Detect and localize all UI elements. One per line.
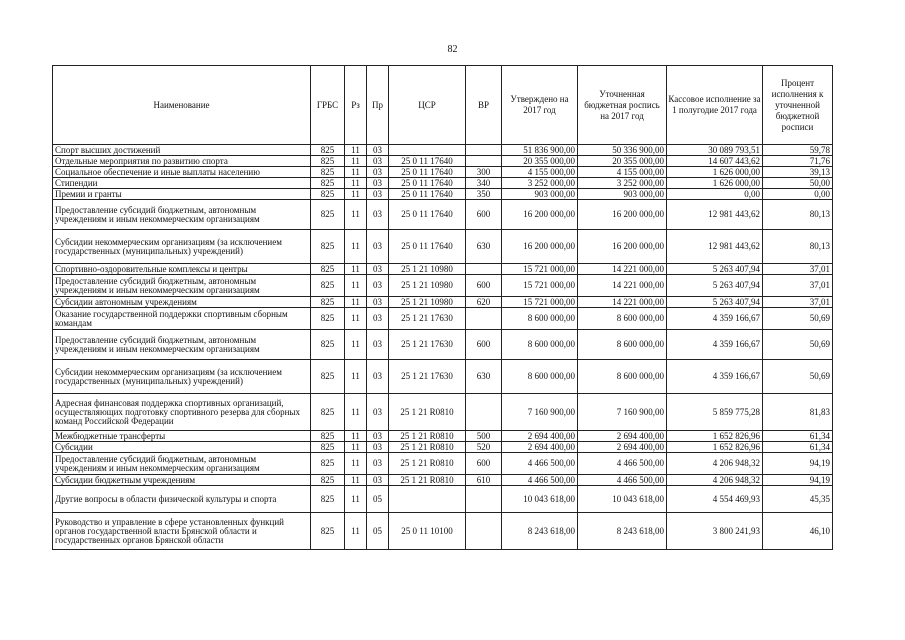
cell-pr: 03	[367, 178, 389, 189]
cell-csr	[389, 486, 466, 513]
cell-pr: 03	[367, 264, 389, 275]
cell-grbs: 825	[311, 275, 345, 297]
cell-rz: 11	[345, 200, 367, 230]
cell-refined: 10 043 618,00	[578, 486, 667, 513]
cell-vr: 600	[466, 330, 502, 360]
cell-cash: 12 981 443,62	[667, 230, 763, 264]
table-row	[53, 431, 833, 442]
cell-csr: 25 1 21 10980	[389, 275, 466, 297]
cell-vr: 630	[466, 360, 502, 394]
cell-refined: 903 000,00	[578, 189, 667, 200]
cell-refined: 8 243 618,00	[578, 513, 667, 550]
cell-csr: 25 1 21 17630	[389, 308, 466, 330]
cell-percent: 46,10	[763, 513, 833, 550]
cell-approved: 2 694 400,00	[502, 431, 578, 442]
cell-pr: 03	[367, 189, 389, 200]
cell-grbs: 825	[311, 230, 345, 264]
cell-name: Адресная финансовая поддержка спортивных организаций, осуществляющих подготовку спортивного резерва для сборных команд Российской Федерации	[53, 394, 311, 431]
header-row	[53, 66, 833, 145]
cell-name: Отдельные мероприятия по развитию спорта	[53, 156, 311, 167]
cell-refined: 7 160 900,00	[578, 394, 667, 431]
cell-cash: 5 859 775,28	[667, 394, 763, 431]
cell-rz: 11	[345, 308, 367, 330]
cell-rz: 11	[345, 178, 367, 189]
cell-approved: 16 200 000,00	[502, 230, 578, 264]
cell-pr: 03	[367, 330, 389, 360]
cell-approved: 20 355 000,00	[502, 156, 578, 167]
cell-grbs: 825	[311, 264, 345, 275]
cell-cash: 4 206 948,32	[667, 475, 763, 486]
table-row	[53, 442, 833, 453]
cell-name: Руководство и управление в сфере установленных функций органов государственной власти Брянской области и государственных органов Брянской области	[53, 513, 311, 550]
header-rz: Рз	[345, 66, 367, 145]
cell-csr: 25 0 11 17640	[389, 156, 466, 167]
cell-name: Предоставление субсидий бюджетным, автономным учреждениям и иным некоммерческим организациям	[53, 330, 311, 360]
header-cash: Кассовое исполнение за 1 полугодие 2017 года	[667, 66, 763, 145]
cell-csr: 25 1 21 10980	[389, 264, 466, 275]
cell-grbs: 825	[311, 297, 345, 308]
table-row	[53, 330, 833, 360]
cell-rz: 11	[345, 486, 367, 513]
budget-table	[52, 65, 833, 550]
cell-name: Межбюджетные трансферты	[53, 431, 311, 442]
cell-rz: 11	[345, 275, 367, 297]
cell-rz: 11	[345, 189, 367, 200]
cell-approved: 7 160 900,00	[502, 394, 578, 431]
cell-cash: 4 554 469,93	[667, 486, 763, 513]
cell-percent: 80,13	[763, 230, 833, 264]
cell-vr: 600	[466, 200, 502, 230]
cell-rz: 11	[345, 394, 367, 431]
cell-grbs: 825	[311, 513, 345, 550]
cell-pr: 05	[367, 486, 389, 513]
cell-approved: 8 600 000,00	[502, 330, 578, 360]
cell-name: Другие вопросы в области физической культуры и спорта	[53, 486, 311, 513]
cell-percent: 80,13	[763, 200, 833, 230]
cell-csr: 25 0 11 10100	[389, 513, 466, 550]
table-row	[53, 200, 833, 230]
cell-percent: 50,00	[763, 178, 833, 189]
table-row	[53, 297, 833, 308]
table-row	[53, 156, 833, 167]
cell-vr	[466, 394, 502, 431]
cell-cash: 5 263 407,94	[667, 264, 763, 275]
header-percent: Процент исполнения к уточненной бюджетной росписи	[763, 66, 833, 145]
cell-cash: 1 652 826,96	[667, 442, 763, 453]
cell-cash: 0,00	[667, 189, 763, 200]
cell-name: Субсидии некоммерческим организациям (за исключением государственных (муниципальных) учреждений)	[53, 360, 311, 394]
table-row	[53, 513, 833, 550]
cell-cash: 30 089 793,51	[667, 145, 763, 156]
cell-percent: 37,01	[763, 275, 833, 297]
cell-vr	[466, 513, 502, 550]
cell-pr: 03	[367, 475, 389, 486]
table-row	[53, 308, 833, 330]
cell-cash: 4 206 948,32	[667, 453, 763, 475]
cell-vr: 340	[466, 178, 502, 189]
cell-vr: 350	[466, 189, 502, 200]
cell-pr: 03	[367, 442, 389, 453]
table-row	[53, 486, 833, 513]
cell-approved: 15 721 000,00	[502, 275, 578, 297]
table-row	[53, 230, 833, 264]
cell-approved: 3 252 000,00	[502, 178, 578, 189]
cell-approved: 903 000,00	[502, 189, 578, 200]
cell-approved: 4 466 500,00	[502, 453, 578, 475]
cell-refined: 20 355 000,00	[578, 156, 667, 167]
header-pr: Пр	[367, 66, 389, 145]
cell-approved: 51 836 900,00	[502, 145, 578, 156]
header-grbs: ГРБС	[311, 66, 345, 145]
cell-rz: 11	[345, 230, 367, 264]
cell-approved: 15 721 000,00	[502, 264, 578, 275]
cell-name: Стипендии	[53, 178, 311, 189]
cell-grbs: 825	[311, 189, 345, 200]
cell-rz: 11	[345, 156, 367, 167]
cell-csr: 25 0 11 17640	[389, 167, 466, 178]
cell-vr	[466, 264, 502, 275]
cell-approved: 4 466 500,00	[502, 475, 578, 486]
table-row	[53, 475, 833, 486]
cell-refined: 14 221 000,00	[578, 275, 667, 297]
cell-name: Предоставление субсидий бюджетным, автономным учреждениям и иным некоммерческим организациям	[53, 275, 311, 297]
cell-grbs: 825	[311, 167, 345, 178]
cell-rz: 11	[345, 513, 367, 550]
cell-name: Субсидии	[53, 442, 311, 453]
cell-cash: 3 800 241,93	[667, 513, 763, 550]
cell-pr: 03	[367, 230, 389, 264]
cell-csr: 25 0 11 17640	[389, 200, 466, 230]
table-row	[53, 189, 833, 200]
cell-cash: 14 607 443,62	[667, 156, 763, 167]
cell-percent: 81,83	[763, 394, 833, 431]
cell-grbs: 825	[311, 475, 345, 486]
cell-vr: 630	[466, 230, 502, 264]
cell-grbs: 825	[311, 442, 345, 453]
cell-rz: 11	[345, 475, 367, 486]
cell-csr: 25 0 11 17640	[389, 189, 466, 200]
cell-csr: 25 1 21 R0810	[389, 442, 466, 453]
cell-pr: 03	[367, 167, 389, 178]
cell-percent: 50,69	[763, 360, 833, 394]
cell-vr: 620	[466, 297, 502, 308]
cell-pr: 03	[367, 360, 389, 394]
cell-percent: 71,76	[763, 156, 833, 167]
table-row	[53, 360, 833, 394]
cell-name: Оказание государственной поддержки спортивным сборным командам	[53, 308, 311, 330]
cell-grbs: 825	[311, 330, 345, 360]
cell-grbs: 825	[311, 156, 345, 167]
cell-vr: 600	[466, 453, 502, 475]
cell-approved: 8 600 000,00	[502, 308, 578, 330]
cell-csr: 25 1 21 R0810	[389, 453, 466, 475]
cell-cash: 1 626 000,00	[667, 167, 763, 178]
cell-grbs: 825	[311, 360, 345, 394]
cell-name: Субсидии автономным учреждениям	[53, 297, 311, 308]
cell-rz: 11	[345, 453, 367, 475]
cell-grbs: 825	[311, 145, 345, 156]
table-row	[53, 145, 833, 156]
cell-rz: 11	[345, 297, 367, 308]
cell-refined: 2 694 400,00	[578, 431, 667, 442]
cell-refined: 50 336 900,00	[578, 145, 667, 156]
cell-csr: 25 0 11 17640	[389, 178, 466, 189]
cell-csr: 25 1 21 10980	[389, 297, 466, 308]
cell-cash: 1 652 826,96	[667, 431, 763, 442]
header-name: Наименование	[53, 66, 311, 145]
cell-vr: 600	[466, 275, 502, 297]
cell-pr: 05	[367, 513, 389, 550]
cell-approved: 8 600 000,00	[502, 360, 578, 394]
cell-grbs: 825	[311, 486, 345, 513]
cell-rz: 11	[345, 360, 367, 394]
cell-grbs: 825	[311, 394, 345, 431]
cell-refined: 4 466 500,00	[578, 475, 667, 486]
cell-approved: 16 200 000,00	[502, 200, 578, 230]
cell-csr: 25 1 21 R0810	[389, 394, 466, 431]
cell-grbs: 825	[311, 431, 345, 442]
cell-vr	[466, 308, 502, 330]
cell-refined: 3 252 000,00	[578, 178, 667, 189]
cell-vr	[466, 145, 502, 156]
cell-name: Социальное обеспечение и иные выплаты населению	[53, 167, 311, 178]
cell-vr: 520	[466, 442, 502, 453]
cell-csr: 25 1 21 17630	[389, 330, 466, 360]
cell-approved: 15 721 000,00	[502, 297, 578, 308]
cell-approved: 2 694 400,00	[502, 442, 578, 453]
cell-refined: 16 200 000,00	[578, 230, 667, 264]
table-row	[53, 394, 833, 431]
header-vr: ВР	[466, 66, 502, 145]
cell-pr: 03	[367, 200, 389, 230]
cell-vr: 500	[466, 431, 502, 442]
cell-approved: 10 043 618,00	[502, 486, 578, 513]
cell-name: Предоставление субсидий бюджетным, автономным учреждениям и иным некоммерческим организациям	[53, 200, 311, 230]
cell-refined: 4 466 500,00	[578, 453, 667, 475]
cell-cash: 4 359 166,67	[667, 360, 763, 394]
cell-percent: 39,13	[763, 167, 833, 178]
cell-rz: 11	[345, 330, 367, 360]
cell-rz: 11	[345, 442, 367, 453]
cell-cash: 12 981 443,62	[667, 200, 763, 230]
cell-refined: 8 600 000,00	[578, 360, 667, 394]
cell-name: Субсидии бюджетным учреждениям	[53, 475, 311, 486]
cell-percent: 45,35	[763, 486, 833, 513]
cell-csr: 25 0 11 17640	[389, 230, 466, 264]
cell-percent: 59,78	[763, 145, 833, 156]
header-approved: Утверждено на 2017 год	[502, 66, 578, 145]
cell-percent: 50,69	[763, 330, 833, 360]
cell-rz: 11	[345, 167, 367, 178]
cell-cash: 5 263 407,94	[667, 297, 763, 308]
page-number: 82	[447, 44, 458, 55]
table-body	[53, 145, 833, 550]
cell-pr: 03	[367, 394, 389, 431]
header-refined: Уточненная бюджетная роспись на 2017 год	[578, 66, 667, 145]
cell-pr: 03	[367, 156, 389, 167]
cell-pr: 03	[367, 145, 389, 156]
cell-approved: 4 155 000,00	[502, 167, 578, 178]
cell-percent: 50,69	[763, 308, 833, 330]
cell-percent: 61,34	[763, 442, 833, 453]
cell-approved: 8 243 618,00	[502, 513, 578, 550]
cell-csr: 25 1 21 17630	[389, 360, 466, 394]
cell-pr: 03	[367, 275, 389, 297]
cell-vr	[466, 156, 502, 167]
cell-refined: 8 600 000,00	[578, 308, 667, 330]
cell-rz: 11	[345, 431, 367, 442]
table-row	[53, 453, 833, 475]
cell-cash: 5 263 407,94	[667, 275, 763, 297]
cell-csr: 25 1 21 R0810	[389, 431, 466, 442]
cell-refined: 14 221 000,00	[578, 264, 667, 275]
header-csr: ЦСР	[389, 66, 466, 145]
cell-grbs: 825	[311, 178, 345, 189]
cell-name: Предоставление субсидий бюджетным, автономным учреждениям и иным некоммерческим организациям	[53, 453, 311, 475]
cell-name: Субсидии некоммерческим организациям (за исключением государственных (муниципальных) учреждений)	[53, 230, 311, 264]
cell-vr: 610	[466, 475, 502, 486]
cell-vr: 300	[466, 167, 502, 178]
cell-rz: 11	[345, 145, 367, 156]
cell-name: Премии и гранты	[53, 189, 311, 200]
cell-csr	[389, 145, 466, 156]
cell-cash: 4 359 166,67	[667, 330, 763, 360]
cell-pr: 03	[367, 431, 389, 442]
cell-cash: 1 626 000,00	[667, 178, 763, 189]
cell-percent: 61,34	[763, 431, 833, 442]
table-header	[53, 66, 833, 145]
cell-percent: 94,19	[763, 475, 833, 486]
cell-rz: 11	[345, 264, 367, 275]
cell-percent: 0,00	[763, 189, 833, 200]
cell-name: Спорт высших достижений	[53, 145, 311, 156]
cell-refined: 4 155 000,00	[578, 167, 667, 178]
table-row	[53, 178, 833, 189]
cell-csr: 25 1 21 R0810	[389, 475, 466, 486]
cell-percent: 94,19	[763, 453, 833, 475]
cell-name: Спортивно-оздоровительные комплексы и центры	[53, 264, 311, 275]
cell-vr	[466, 486, 502, 513]
cell-grbs: 825	[311, 200, 345, 230]
cell-refined: 14 221 000,00	[578, 297, 667, 308]
table-row	[53, 167, 833, 178]
cell-percent: 37,01	[763, 297, 833, 308]
cell-grbs: 825	[311, 453, 345, 475]
cell-refined: 16 200 000,00	[578, 200, 667, 230]
cell-pr: 03	[367, 453, 389, 475]
cell-pr: 03	[367, 297, 389, 308]
cell-refined: 8 600 000,00	[578, 330, 667, 360]
cell-pr: 03	[367, 308, 389, 330]
table-row	[53, 275, 833, 297]
cell-grbs: 825	[311, 308, 345, 330]
cell-refined: 2 694 400,00	[578, 442, 667, 453]
cell-cash: 4 359 166,67	[667, 308, 763, 330]
cell-percent: 37,01	[763, 264, 833, 275]
table-row	[53, 264, 833, 275]
